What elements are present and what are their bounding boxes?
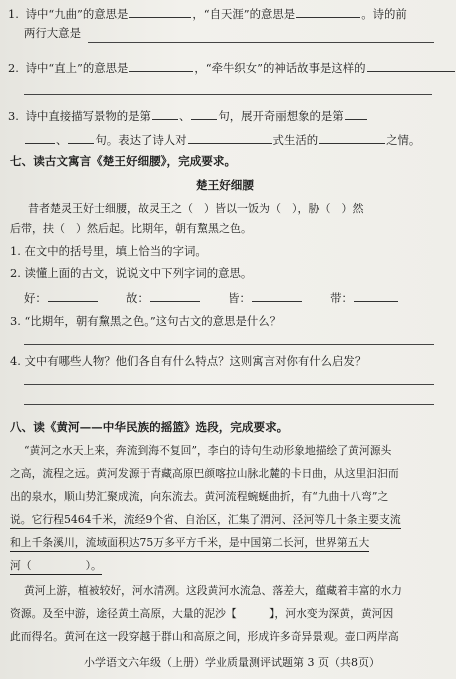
item4-answer-line-1[interactable] — [24, 384, 434, 385]
q3-blank-6[interactable] — [188, 132, 272, 144]
story-line-2: 后带，扶（ ）然后起。比期年，朝有黧黑之色。 — [10, 222, 252, 235]
passage-p2-line-2: 资源。及至中游，途径黄土高原，大量的泥沙【 】，河水变为深黄，黄河因 — [10, 607, 394, 620]
q2-blank-1[interactable] — [129, 60, 193, 72]
passage-p1-line-3: 出的泉水，顺山势汇聚成流，向东流去。黄河流程蜿蜒曲折，有“九曲十八弯”之 — [10, 490, 389, 503]
item3-answer-line[interactable] — [24, 344, 434, 345]
q1-line-1 — [8, 6, 407, 21]
q2-answer-line[interactable] — [24, 94, 432, 95]
q3-line-1 — [8, 108, 368, 123]
q1-text-d: 两行大意是 — [24, 26, 81, 40]
q2-blank-2[interactable] — [367, 60, 455, 72]
q2-text-a: 诗中“直上”的意思是 — [25, 61, 129, 75]
q3-number: 3. — [8, 109, 19, 123]
story-title: 楚王好细腰 — [196, 178, 254, 192]
word-jie-blank[interactable] — [252, 290, 302, 302]
q3-text-e: 式生活的 — [272, 133, 319, 147]
q3-text-c: 、 — [56, 133, 68, 147]
q3-sep: 、 — [178, 109, 191, 123]
page-footer: 小学语文六年级（上册）学业质量测评试题第 3 页（共8页） — [84, 656, 380, 669]
q1-line-2 — [24, 26, 81, 40]
q3-text-f: 之情。 — [386, 133, 421, 147]
q1-answer-line[interactable] — [88, 42, 434, 43]
sec7-item-3: 3. “比期年，朝有黧黑之色。”这句古文的意思是什么？ — [10, 314, 282, 328]
word-gu-label: 故： — [126, 291, 149, 305]
q3-blank-5[interactable] — [68, 132, 94, 144]
passage-p1-line-1: “黄河之水天上来，奔流到海不复回”，李白的诗句生动形象地描绘了黄河源头 — [24, 444, 392, 457]
q1-text-a: 诗中“九曲”的意思是 — [25, 7, 129, 21]
sec7-item-1: 1. 在文中的括号里，填上恰当的字词。 — [10, 244, 207, 258]
word-hao-label: 好： — [24, 291, 47, 305]
sec7-item-2: 2. 读懂上面的古文，说说文中下列字词的意思。 — [10, 266, 253, 280]
q1-blank-2[interactable] — [296, 6, 360, 18]
q2-line-1 — [8, 60, 456, 75]
story-line-1: 昔者楚灵王好士细腰，故灵王之（ ）皆以一饭为（ ），胁（ ）然 — [28, 202, 364, 215]
sec7-item-4: 4. 文中有哪些人物？他们各自有什么特点？这则寓言对你有什么启发？ — [10, 354, 367, 368]
q3-text-a: 诗中直接描写景物的是第 — [25, 109, 151, 123]
q2-number: 2. — [8, 61, 19, 75]
passage-p1-line-4: 说。它行程5464千米，流经9个省、自治区，汇集了渭河、泾河等几十条主要支流 — [10, 513, 401, 529]
word-hao-blank[interactable] — [48, 290, 98, 302]
q3-blank-4[interactable] — [25, 132, 55, 144]
q1-blank-1[interactable] — [129, 6, 191, 18]
q3-blank-2[interactable] — [191, 108, 217, 120]
word-dai-blank[interactable] — [354, 290, 398, 302]
section-7-title: 七、读古文寓言《楚王好细腰》，完成要求。 — [10, 154, 237, 168]
word-dai-label: 带： — [330, 291, 353, 305]
section-8-title: 八、读《黄河——中华民族的摇篮》选段，完成要求。 — [10, 420, 289, 434]
word-gu-blank[interactable] — [150, 290, 200, 302]
q2-text-b: ，“牵牛织女”的神话故事是这样的 — [194, 61, 366, 75]
q3-line-2 — [24, 132, 420, 147]
q3-blank-3[interactable] — [345, 108, 367, 120]
passage-p1-line-2: 之高，流程之远。黄河发源于青藏高原巴颜喀拉山脉北麓的卡日曲，从这里汩汩而 — [10, 467, 399, 480]
passage-p1-line-5: 和上千条溪川，流域面积达75万多平方千米，是中国第二长河，世界第五大 — [10, 536, 369, 552]
q3-text-b: 句，展开奇丽想象的是第 — [218, 109, 344, 123]
passage-p1-line-6: 河（ ）。 — [10, 559, 102, 575]
word-meanings-row — [24, 290, 399, 305]
q3-text-d: 句。表达了诗人对 — [95, 133, 187, 147]
item4-answer-line-2[interactable] — [24, 404, 434, 405]
word-jie-label: 皆： — [228, 291, 251, 305]
passage-p2-line-1: 黄河上游，植被较好，河水清冽。这段黄河水流急、落差大，蕴藏着丰富的水力 — [24, 584, 402, 597]
passage-p2-line-3: 此而得名。黄河在这一段穿越于群山和高原之间，形成许多奇异景观。壶口两岸高 — [10, 630, 399, 643]
q1-number: 1. — [8, 7, 19, 21]
q1-text-b: ，“自天涯”的意思是 — [192, 7, 296, 21]
q3-blank-1[interactable] — [152, 108, 178, 120]
q3-blank-7[interactable] — [319, 132, 385, 144]
q1-text-c: 。诗的前 — [361, 7, 407, 21]
